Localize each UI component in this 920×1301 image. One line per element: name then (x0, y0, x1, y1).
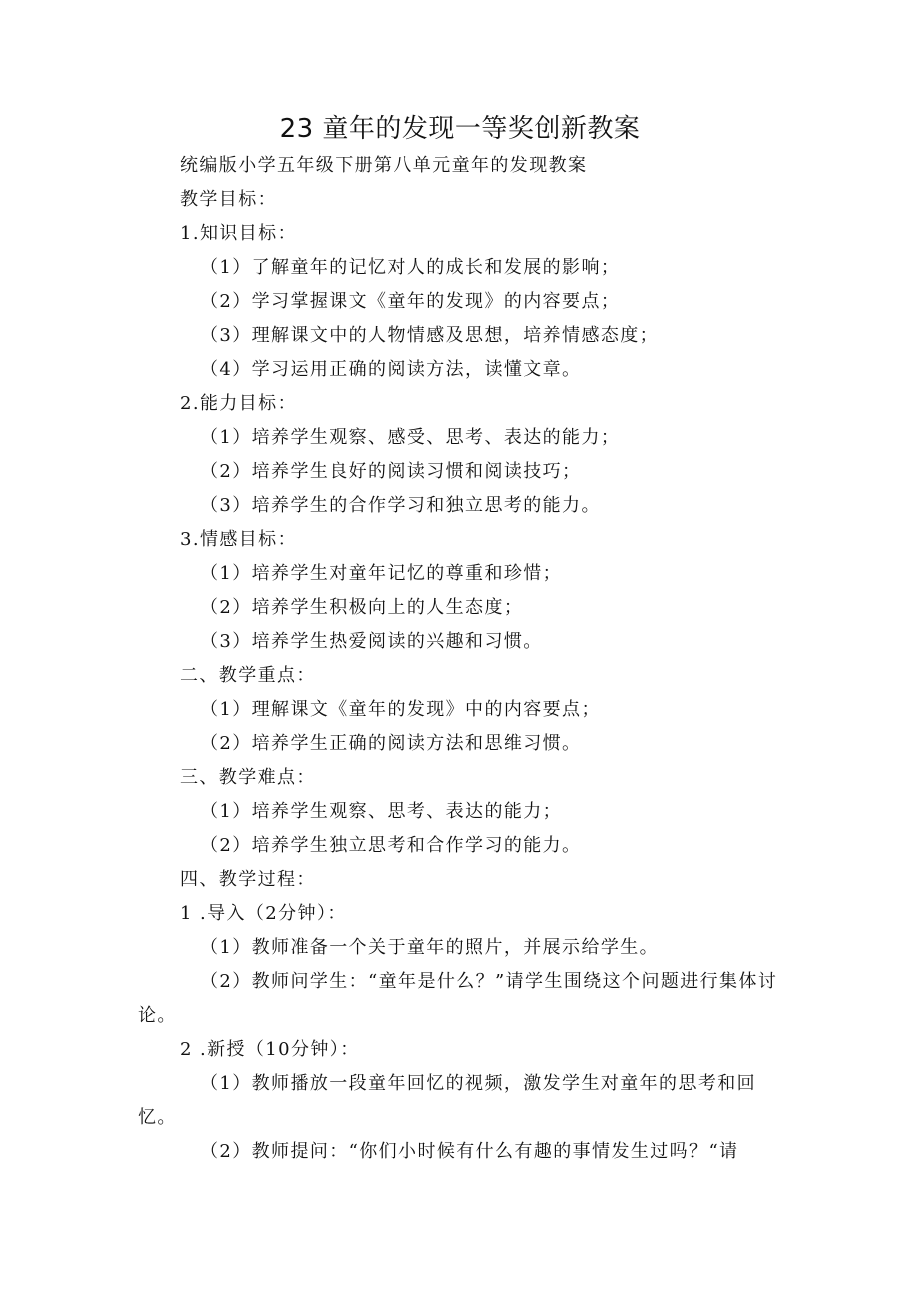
document-line: 教学目标： (180, 189, 277, 210)
document-line: （2）培养学生正确的阅读方法和思维习惯。 (200, 733, 582, 754)
document-line: （1）教师准备一个关于童年的照片，并展示给学生。 (200, 937, 660, 958)
document-line: 统编版小学五年级下册第八单元童年的发现教案 (180, 155, 588, 176)
document-line: 二、教学重点： (180, 665, 316, 686)
document-line: （2）培养学生积极向上的人生态度； (200, 597, 524, 618)
document-body (138, 149, 778, 1169)
document-line: （1）培养学生观察、思考、表达的能力； (200, 801, 563, 822)
document-line: （2）教师提问：“你们小时候有什么有趣的事情发生过吗？“请 (200, 1141, 739, 1162)
document-line: 3.情感目标： (180, 529, 297, 550)
document-line: （3）培养学生的合作学习和独立思考的能力。 (200, 495, 601, 516)
document-line: 2.能力目标： (180, 393, 297, 414)
document-line: （1）理解课文《童年的发现》中的内容要点； (200, 699, 601, 720)
document-line: 1.知识目标： (180, 223, 297, 244)
document-line: 1 .导入（2分钟）： (180, 903, 347, 924)
document-line: 三、教学难点： (180, 767, 316, 788)
document-line: （2）教师问学生：“童年是什么？”请学生围绕这个问题进行集体讨论。 (138, 971, 778, 1026)
document-line: 2 .新授（10分钟）： (180, 1039, 360, 1060)
document-line: （2）培养学生良好的阅读习惯和阅读技巧； (200, 461, 582, 482)
document-line: （3）培养学生热爱阅读的兴趣和习惯。 (200, 631, 543, 652)
document-title: 23 童年的发现一等奖创新教案 (279, 114, 641, 144)
document-line: 四、教学过程： (180, 869, 316, 890)
document-line: （1）了解童年的记忆对人的成长和发展的影响； (200, 257, 621, 278)
document-line: （2）培养学生独立思考和合作学习的能力。 (200, 835, 582, 856)
document-line: （4）学习运用正确的阅读方法，读懂文章。 (200, 359, 582, 380)
document-line: （2）学习掌握课文《童年的发现》的内容要点； (200, 291, 621, 312)
document-line: （3）理解课文中的人物情感及思想，培养情感态度； (200, 325, 660, 346)
document-line: （1）教师播放一段童年回忆的视频，激发学生对童年的思考和回忆。 (138, 1073, 757, 1128)
document-line: （1）培养学生观察、感受、思考、表达的能力； (200, 427, 621, 448)
document-line: （1）培养学生对童年记忆的尊重和珍惜； (200, 563, 563, 584)
